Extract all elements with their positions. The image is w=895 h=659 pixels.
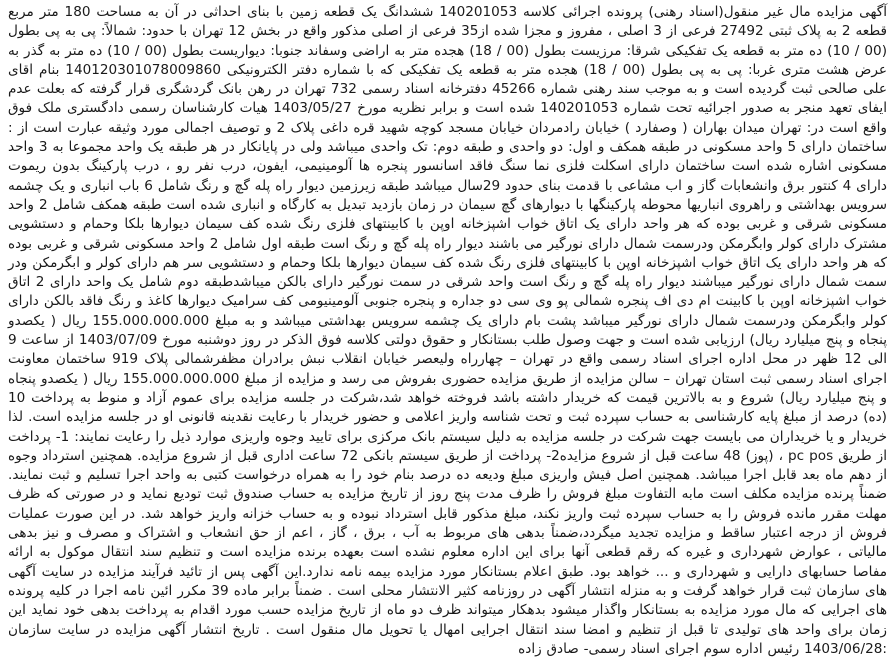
notice-body: آگهی مزایده مال غیر منقول(اسناد رهنی) پرونده اجرائی کلاسه 140201053 ششدانگ یک قطعه زمین با بنای احداثی در آن به مساحت 180 متر مربع قطعه 2 به پلاک ثبتی 27492 فرعی از 3 اصلی ، مفروز و مجزا شده از35 فرعی از اصلی مذکور واقع در بخش 12 تهران با حدود: شمالاً: پی به پی بطول (00 / 10) ده متر به قطعه یک تفکیکی شرقا: مرزیست بطول (00 / 18) هجده متر به اراضی وسفاند جنوبا: دیواریست بطول (00 / 10) ده متر به گذر به عرض هشت متری غربا: پی به پی بطول (00 / 18) هجده متر به قطعه یک تفکیکی که با شماره دفتر الکترونیکی 140120301078009860 بنام اقای علی صالحی ثبت گردیده است و به موجب سند رهنی شماره 45266 دفترخانه اسناد رسمی 732 تهران در رهن بانک گردشگری قرار گرفته که بعلت عدم ایفای تعهد منجر به صدور اجرائیه تحت شماره 140201053 شده است و برابر نظریه مورخ 1403/05/27 هیات کارشناسان رسمی دادگستری ملک فوق واقع است در: تهران میدان بهاران ( وصفارد ) خیابان رادمردان خیابان مسجد کوچه شهید قره داغی پلاک 2 و توصیف اجمالی مورد وثیقه عبارت است از : ساختمان دارای 5 واحد مسکونی در طبقه همکف و اول: دو واحدی و طبقه دوم: تک واحدی میباشد ولی در پایانکار در هر طبقه یک واحد مجموعا به 3 واحد مسکونی اشاره شده است ساختمان دارای اسکلت فلزی نما سنگ فاقد اسانسور پنجره ها آلومینیمی، ایفون، درب نفر رو ، درب پارکینگ بدون ریموت دارای 4 کنتور برق وانشعابات گاز و اب مشاعی با قدمت بنای حدود 29سال میباشد طبقه زیرزمین دیوار راه پله گچ و رنگ شامل 6 باب انباری و یک چشمه سرویس بهداشتی و راهروی انباریها محوطه پارکینگها با دیوارهای گچ سیمان در زمان بازدید تبدیل به کارگاه و انباری شده است طبقه همکف شامل 2 واحد مسکونی شرقی و غربی بوده که هر واحد دارای یک اتاق خواب اشپزخانه اوپن با کابینتهای فلزی رنگ شده کف سیمان دیوارها بلکا وحمام و دستشویی مشترک دارای کولر وابگرمکن ودرسمت شمال دارای نورگیر می باشند دیوار راه پله گچ و رنگ است طبقه اول شامل 2 واحد مسکونی شرقی و غربی بوده که هر واحد دارای یک اتاق خواب اشپزخانه اوپن با کابینتهای فلزی رنگ شده کف سیمان دیوارها بلکا وحمام و دستشویی سر هم دارای کولر و ابگرمکن ودر سمت شمال دارای نورگیر میباشند دیوار راه پله گچ و رنگ است واحد شرقی در سمت نورگیر دارای بالکن میباشدطبقه دوم شامل یک واحد دارای 2 اتاق خواب اشپزخانه اوپن با کابینت ام دی اف پنجره شمالی پو وی سی دو جداره و پنجره جنوبی آلومینیومی کف سرامیک دیوارها کاغذ و رنگ فاقد بالکن دارای کولر وابگرمکن ودرسمت شمال دارای نورگیر میباشد پشت بام دارای یک چشمه سرویس بهداشتی میباشد و به مبلغ 155.000.000.000 ریال ( یکصدو پنجاه و پنج میلیارد ریال) ارزیابی شده است و جهت وصول طلب بستانکار و حقوق دولتی کلاسه فوق الذکر در روز دوشنبه مورخ 1403/07/09 از ساعت 9 الی 12 ظهر در محل اداره اجرای اسناد رسمی واقع در تهران – چهارراه ولیعصر خیابان انقلاب نبش برادران مظفرشمالی پلاک 919 ساختمان معاونت اجرای اسناد رسمی ثبت استان تهران – سالن مزایده از طریق مزایده حضوری بفروش می رسد و مزایده از مبلغ 155.000.000.000 ریال ( یکصدو پنجاه و پنج میلیارد ریال) شروع و به بالاترین قیمت که خریدار داشته باشد فروخته خواهد شد،شرکت در جلسه مزایده برای عموم آزاد و منوط به پرداخت 10 (ده) درصد از مبلغ پایه کارشناسی به حساب سپرده ثبت و تحت شناسه واریز اعلامی و حضور خریدار با رعایت نقدینه قانونی او در جلسه مزایده است. لذا خریدار و یا خریداران می بایست جهت شرکت در جلسه مزایده به دلیل سیستم بانک مرکزی برای تایید وجوه واریزی موارد ذیل را رعایت نمایند: 1- پرداخت از طریق pc pos ، (پوز) 48 ساعت قبل از شروع مزایده2- پرداخت از طریق سیستم بانکی 72 ساعت اداری قبل از شروع مزایده. همچنین استرداد وجوه از دهم ماه بعد قابل اجرا میباشد. همچنین اصل فیش واریزی مبلغ ودیعه ده درصد بنام خود را به همراه درخواست کتبی به واحد اجرا تسلیم و ثبت نمایند. ضمناً پرنده مزایده مکلف است مابه التفاوت مبلغ فروش را ظرف مدت پنج روز از تاریخ مزایده به حساب صندوق ثبت تودیع نماید و در صورتی که ظرف مهلت مقرر مانده فروش را به حساب سپرده ثبت واریز نکند، مبلغ مذکور قابل استرداد نبوده و به حساب خزانه واریز خواهد شد. در این صورت عملیات فروش از درجه اعتبار ساقط و مزایده تجدید میگردد،ضمناً بدهی های مربوط به آب ، برق ، گاز ، اعم از حق انشعاب و اشتراک و مصرف و نیز بدهی مالیاتی ، عوارض شهرداری و غیره که رقم قطعی آنها برای این اداره معلوم نشده است بعهده برنده مزایده است و تنظیم سند انتقال موکول به ارائه مفاصا حسابهای دارایی و شهرداری و ... خواهد بود. طبق اعلام بستانکار مورد مزایده بیمه نامه ندارد.این آگهی پس از تائید فرآیند مزایده در سایت آگهی های سازمان ثبت قرار خواهد گرفت و به منزله انتشار آگهی در روزنامه کثیر الانتشار محلی است . ضمناً برابر ماده 39 مکرر ائین نامه اجرا در کلیه پرونده های اجرایی که مال مورد مزایده به بستانکار واگذار میشود بدهکار میتواند ظرف دو ماه از تاریخ مزایده حسب مورد اقدام به پرداخت بدهی خود نماید این زمان برای واحد های تولیدی تا قبل از تنظیم و امضا سند انتقال اجرایی امهال یا تحویل مال منقول است . تاریخ انتشار آگهی مزایده در سایت سازمان :1403/06/28 رئیس اداره سوم اجرای اسناد رسمی- صادق زاده [8,4,888,657]
